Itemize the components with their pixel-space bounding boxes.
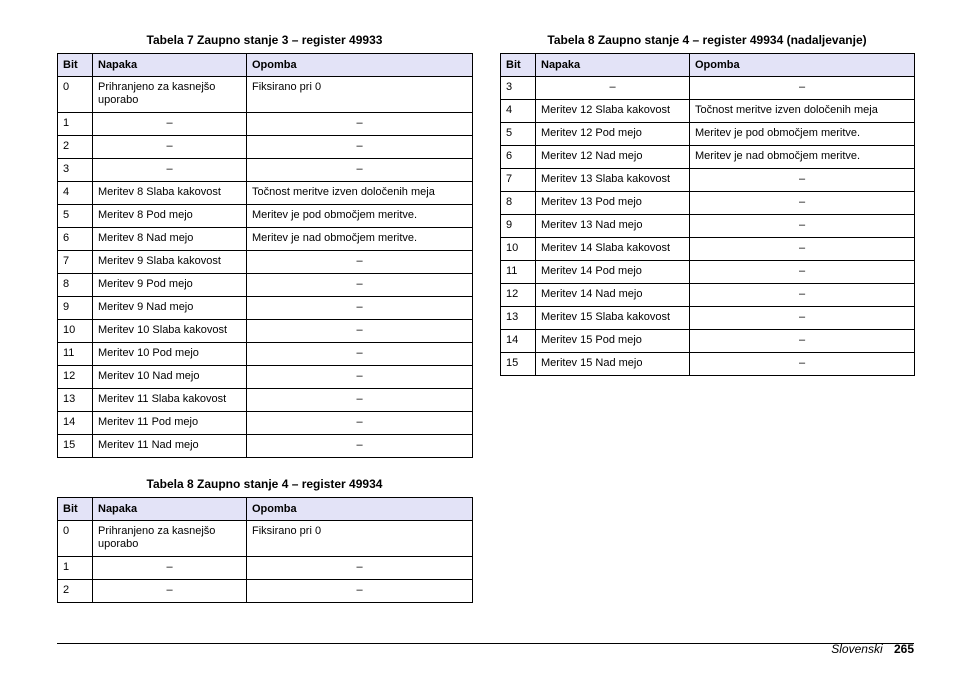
table-cell: – xyxy=(93,113,247,136)
table-cell: – xyxy=(93,557,247,580)
table-cell: 9 xyxy=(501,215,536,238)
footer-language: Slovenski xyxy=(831,642,883,656)
table8-continued xyxy=(500,53,915,376)
table-cell: Meritev 9 Slaba kakovost xyxy=(93,251,247,274)
table8 xyxy=(57,497,473,603)
table-cell: – xyxy=(536,77,690,100)
table-row xyxy=(58,343,473,366)
table-cell: Meritev 11 Nad mejo xyxy=(93,435,247,458)
table-cell: Prihranjeno za kasnejšo uporabo xyxy=(93,77,247,113)
column-header: Bit xyxy=(58,54,93,77)
table-row xyxy=(501,353,915,376)
table-cell: – xyxy=(690,238,915,261)
table-cell: Fiksirano pri 0 xyxy=(247,521,473,557)
table-cell: Meritev 11 Slaba kakovost xyxy=(93,389,247,412)
table-row xyxy=(501,330,915,353)
table-row xyxy=(501,100,915,123)
table-cell: – xyxy=(247,159,473,182)
table-cell: 5 xyxy=(501,123,536,146)
table-cell: Meritev 8 Nad mejo xyxy=(93,228,247,251)
table-cell: 3 xyxy=(58,159,93,182)
table-cell: 10 xyxy=(501,238,536,261)
table-row xyxy=(501,261,915,284)
table-cell: – xyxy=(690,261,915,284)
table-row xyxy=(501,169,915,192)
table-cell: 1 xyxy=(58,557,93,580)
table-row xyxy=(58,297,473,320)
table-cell: 6 xyxy=(501,146,536,169)
table-cell: Meritev 15 Nad mejo xyxy=(536,353,690,376)
table-cell: 9 xyxy=(58,297,93,320)
table-row xyxy=(58,435,473,458)
table-row xyxy=(58,521,473,557)
table-cell: 7 xyxy=(501,169,536,192)
column-header: Bit xyxy=(58,498,93,521)
table-cell: – xyxy=(247,580,473,603)
table-cell: 11 xyxy=(501,261,536,284)
table-cell: – xyxy=(93,580,247,603)
table-row xyxy=(58,182,473,205)
column-header: Opomba xyxy=(247,498,473,521)
table7-caption: Tabela 7 Zaupno stanje 3 – register 49933 xyxy=(146,33,383,47)
table-cell: – xyxy=(93,136,247,159)
table-cell: – xyxy=(247,136,473,159)
table-row xyxy=(58,113,473,136)
column-header: Napaka xyxy=(536,54,690,77)
table-cell: 8 xyxy=(58,274,93,297)
table-cell: Meritev 9 Nad mejo xyxy=(93,297,247,320)
page-number: 265 xyxy=(893,642,914,656)
table-cell: Meritev 14 Pod mejo xyxy=(536,261,690,284)
table-cell: Meritev 8 Pod mejo xyxy=(93,205,247,228)
table-cell: Meritev 13 Pod mejo xyxy=(536,192,690,215)
table-cell: Meritev 14 Slaba kakovost xyxy=(536,238,690,261)
table-cell: 1 xyxy=(58,113,93,136)
footer-divider xyxy=(57,643,914,644)
table-cell: Meritev je pod območjem meritve. xyxy=(690,123,915,146)
table-cell: Meritev 13 Nad mejo xyxy=(536,215,690,238)
table-row xyxy=(58,412,473,435)
table-cell: Točnost meritve izven določenih meja xyxy=(690,100,915,123)
table-cell: Meritev 10 Pod mejo xyxy=(93,343,247,366)
table-cell: 0 xyxy=(58,77,93,113)
table-cell: Fiksirano pri 0 xyxy=(247,77,473,113)
table-cell: Meritev 8 Slaba kakovost xyxy=(93,182,247,205)
table-cell: Meritev 10 Nad mejo xyxy=(93,366,247,389)
table-cell: Meritev je nad območjem meritve. xyxy=(247,228,473,251)
table8-caption: Tabela 8 Zaupno stanje 4 – register 49934 xyxy=(146,477,383,491)
table-row xyxy=(501,238,915,261)
table-cell: – xyxy=(93,159,247,182)
table7 xyxy=(57,53,473,458)
table-cell: – xyxy=(690,169,915,192)
table-cell: Meritev 10 Slaba kakovost xyxy=(93,320,247,343)
table-row xyxy=(58,580,473,603)
table-cell: Meritev 15 Pod mejo xyxy=(536,330,690,353)
page-footer xyxy=(831,642,914,656)
table-row xyxy=(58,557,473,580)
table-cell: – xyxy=(690,77,915,100)
table-cell: Meritev 15 Slaba kakovost xyxy=(536,307,690,330)
table-row xyxy=(501,284,915,307)
table-cell: Točnost meritve izven določenih meja xyxy=(247,182,473,205)
table-cell: 0 xyxy=(58,521,93,557)
table-row xyxy=(501,146,915,169)
table-cell: 11 xyxy=(58,343,93,366)
table-cell: – xyxy=(690,307,915,330)
table-row xyxy=(501,192,915,215)
table-cell: 6 xyxy=(58,228,93,251)
table8-continued-caption: Tabela 8 Zaupno stanje 4 – register 49934 (nadaljevanje) xyxy=(547,33,867,47)
table-cell: Meritev 9 Pod mejo xyxy=(93,274,247,297)
table-cell: Meritev 12 Pod mejo xyxy=(536,123,690,146)
table-cell: Meritev 13 Slaba kakovost xyxy=(536,169,690,192)
table-cell: – xyxy=(690,192,915,215)
column-header: Opomba xyxy=(690,54,915,77)
table-cell: – xyxy=(247,557,473,580)
table-cell: 12 xyxy=(501,284,536,307)
table-header-row xyxy=(501,54,915,77)
table-cell: – xyxy=(690,353,915,376)
table-cell: Meritev je pod območjem meritve. xyxy=(247,205,473,228)
table-cell: – xyxy=(247,389,473,412)
table-row xyxy=(58,77,473,113)
table-row xyxy=(58,389,473,412)
column-header: Napaka xyxy=(93,498,247,521)
table-cell: – xyxy=(247,297,473,320)
table-cell: Prihranjeno za kasnejšo uporabo xyxy=(93,521,247,557)
table-cell: – xyxy=(690,330,915,353)
table-cell: 2 xyxy=(58,136,93,159)
table-cell: – xyxy=(247,412,473,435)
table-cell: – xyxy=(690,215,915,238)
table-cell: 4 xyxy=(501,100,536,123)
table-cell: Meritev 12 Nad mejo xyxy=(536,146,690,169)
table-cell: – xyxy=(247,320,473,343)
table-cell: – xyxy=(247,366,473,389)
table-cell: – xyxy=(247,251,473,274)
table-header-row xyxy=(58,498,473,521)
table-cell: – xyxy=(247,113,473,136)
table-cell: 14 xyxy=(58,412,93,435)
table-cell: 5 xyxy=(58,205,93,228)
table-row xyxy=(58,136,473,159)
column-header: Bit xyxy=(501,54,536,77)
table-cell: – xyxy=(247,343,473,366)
table-cell: 13 xyxy=(58,389,93,412)
table-row xyxy=(58,159,473,182)
table-row xyxy=(58,228,473,251)
table-cell: 3 xyxy=(501,77,536,100)
table-cell: 10 xyxy=(58,320,93,343)
table-cell: – xyxy=(247,274,473,297)
column-header: Napaka xyxy=(93,54,247,77)
table-row xyxy=(501,307,915,330)
table-cell: 12 xyxy=(58,366,93,389)
table-row xyxy=(58,251,473,274)
table-cell: 7 xyxy=(58,251,93,274)
table-row xyxy=(58,274,473,297)
table-cell: 2 xyxy=(58,580,93,603)
table-row xyxy=(58,205,473,228)
table-row xyxy=(58,320,473,343)
table-cell: Meritev 14 Nad mejo xyxy=(536,284,690,307)
table-row xyxy=(58,366,473,389)
table-cell: 15 xyxy=(58,435,93,458)
table-cell: – xyxy=(247,435,473,458)
table-row xyxy=(501,77,915,100)
table-cell: 13 xyxy=(501,307,536,330)
column-header: Opomba xyxy=(247,54,473,77)
table-cell: – xyxy=(690,284,915,307)
table-cell: Meritev je nad območjem meritve. xyxy=(690,146,915,169)
table-row xyxy=(501,123,915,146)
table-cell: 15 xyxy=(501,353,536,376)
table-row xyxy=(501,215,915,238)
table-cell: 4 xyxy=(58,182,93,205)
table-cell: 8 xyxy=(501,192,536,215)
table-cell: Meritev 12 Slaba kakovost xyxy=(536,100,690,123)
table-header-row xyxy=(58,54,473,77)
table-cell: Meritev 11 Pod mejo xyxy=(93,412,247,435)
table-cell: 14 xyxy=(501,330,536,353)
